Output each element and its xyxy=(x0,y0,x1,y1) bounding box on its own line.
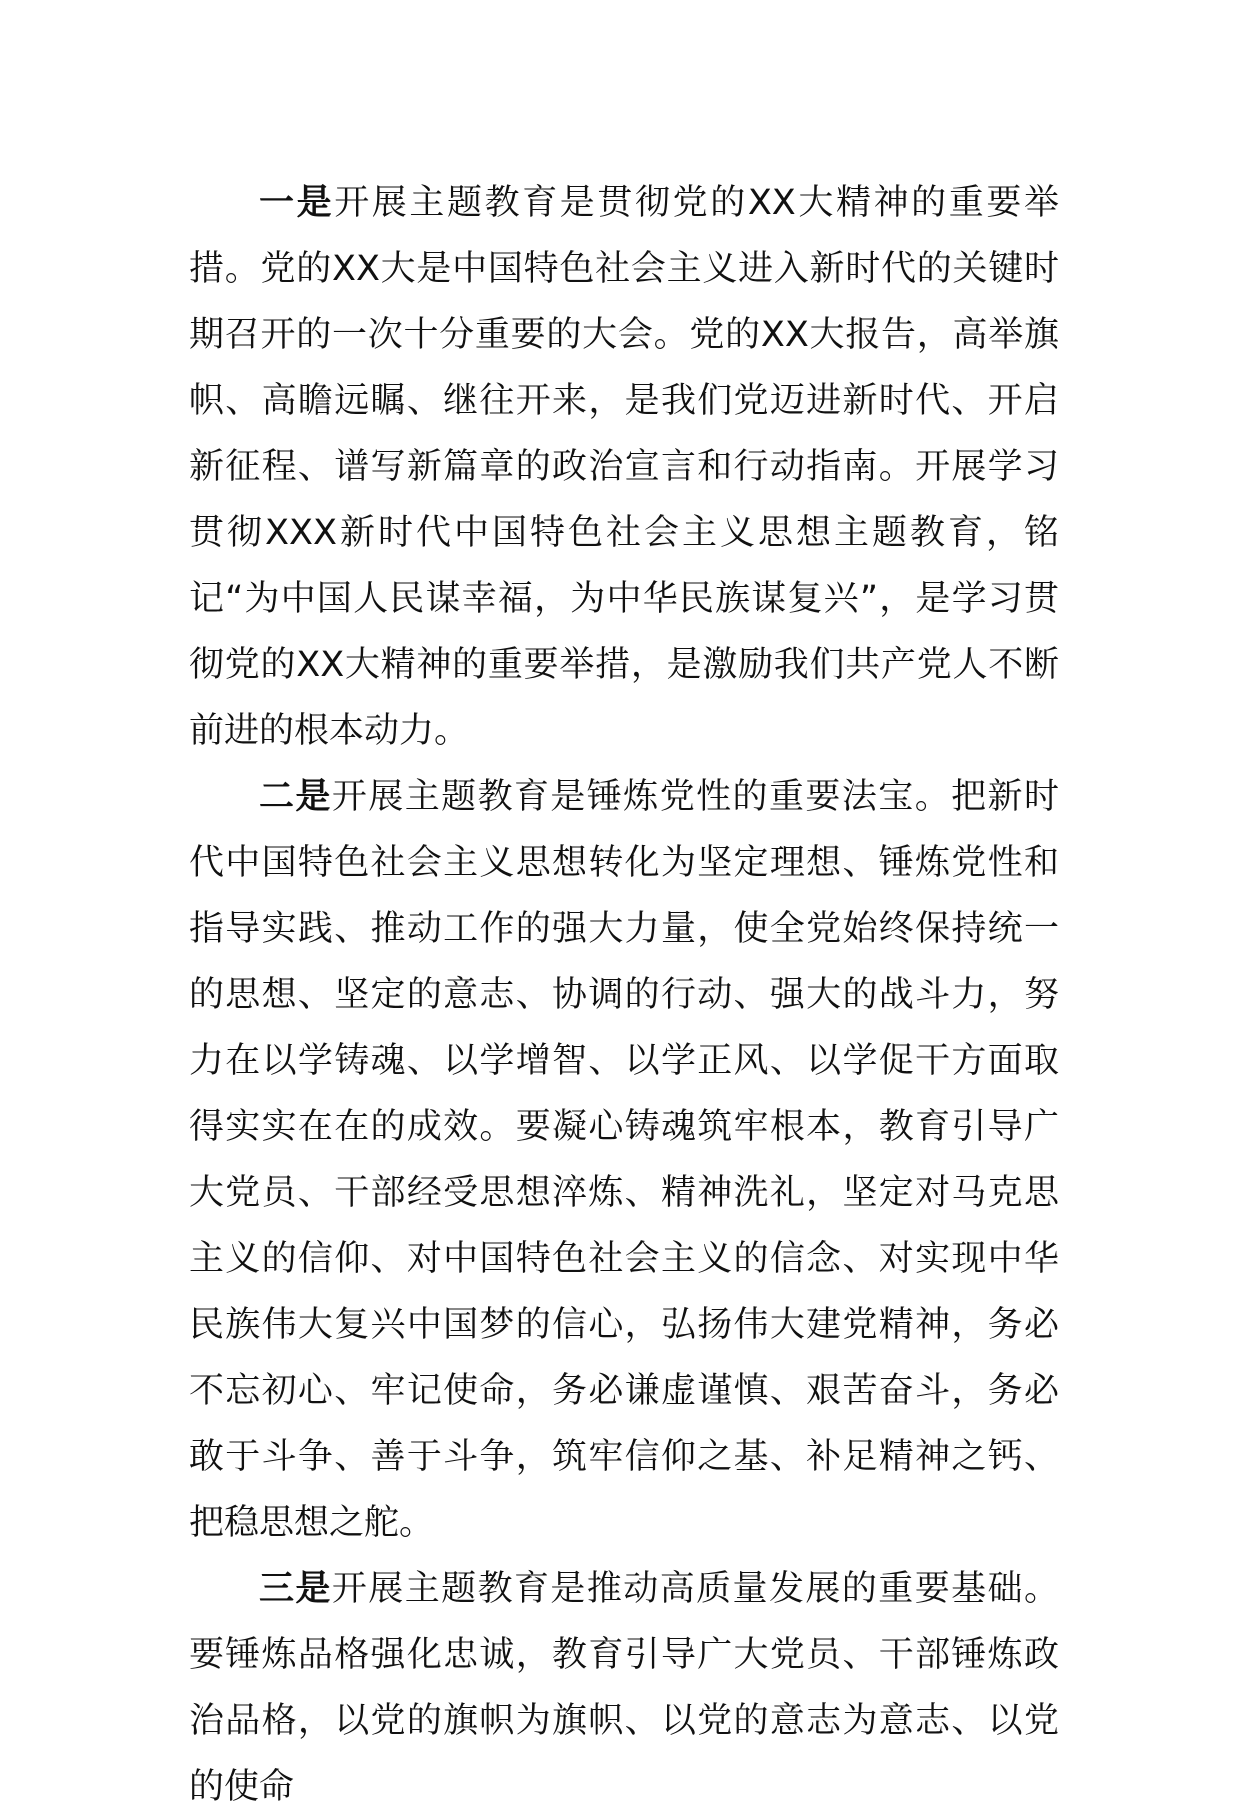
paragraph-2-lead: 二是 xyxy=(259,777,332,817)
paragraph-3-text: 开展主题教育是推动高质量发展的重要基础。要锤炼品格强化忠诚，教育引导广大党员、干部锤炼政治品格，以党的旗帜为旗帜、以党的意志为意志、以党的使命 xyxy=(189,1569,1059,1807)
paragraph-1-lead: 一是 xyxy=(259,183,335,223)
paragraph-3-lead: 三是 xyxy=(259,1569,332,1609)
paragraph-3 xyxy=(189,1556,1059,1820)
paragraph-2-text: 开展主题教育是锤炼党性的重要法宝。把新时代中国特色社会主义思想转化为坚定理想、锤炼党性和指导实践、推动工作的强大力量，使全党始终保持统一的思想、坚定的意志、协调的行动、强大的战斗力，努力在以学铸魂、以学增智、以学正风、以学促干方面取得实实在在的成效。要凝心铸魂筑牢根本，教育引导广大党员、干部经受思想淬炼、精神洗礼，坚定对马克思主义的信仰、对中国特色社会主义的信念、对实现中华民族伟大复兴中国梦的信心，弘扬伟大建党精神，务必不忘初心、牢记使命，务必谦虚谨慎、艰苦奋斗，务必敢于斗争、善于斗争，筑牢信仰之基、补足精神之钙、把稳思想之舵。 xyxy=(189,777,1059,1543)
paragraph-1-text: 开展主题教育是贯彻党的XX大精神的重要举措。党的XX大是中国特色社会主义进入新时代的关键时期召开的一次十分重要的大会。党的XX大报告，高举旗帜、高瞻远瞩、继往开来，是我们党迈进新时代、开启新征程、谱写新篇章的政治宣言和行动指南。开展学习贯彻XXX新时代中国特色社会主义思想主题教育，铭记“为中国人民谋幸福，为中华民族谋复兴”，是学习贯彻党的XX大精神的重要举措，是激励我们共产党人不断前进的根本动力。 xyxy=(189,183,1059,751)
paragraph-1 xyxy=(189,170,1059,764)
paragraph-2 xyxy=(189,764,1059,1556)
document-body xyxy=(189,170,1059,1820)
